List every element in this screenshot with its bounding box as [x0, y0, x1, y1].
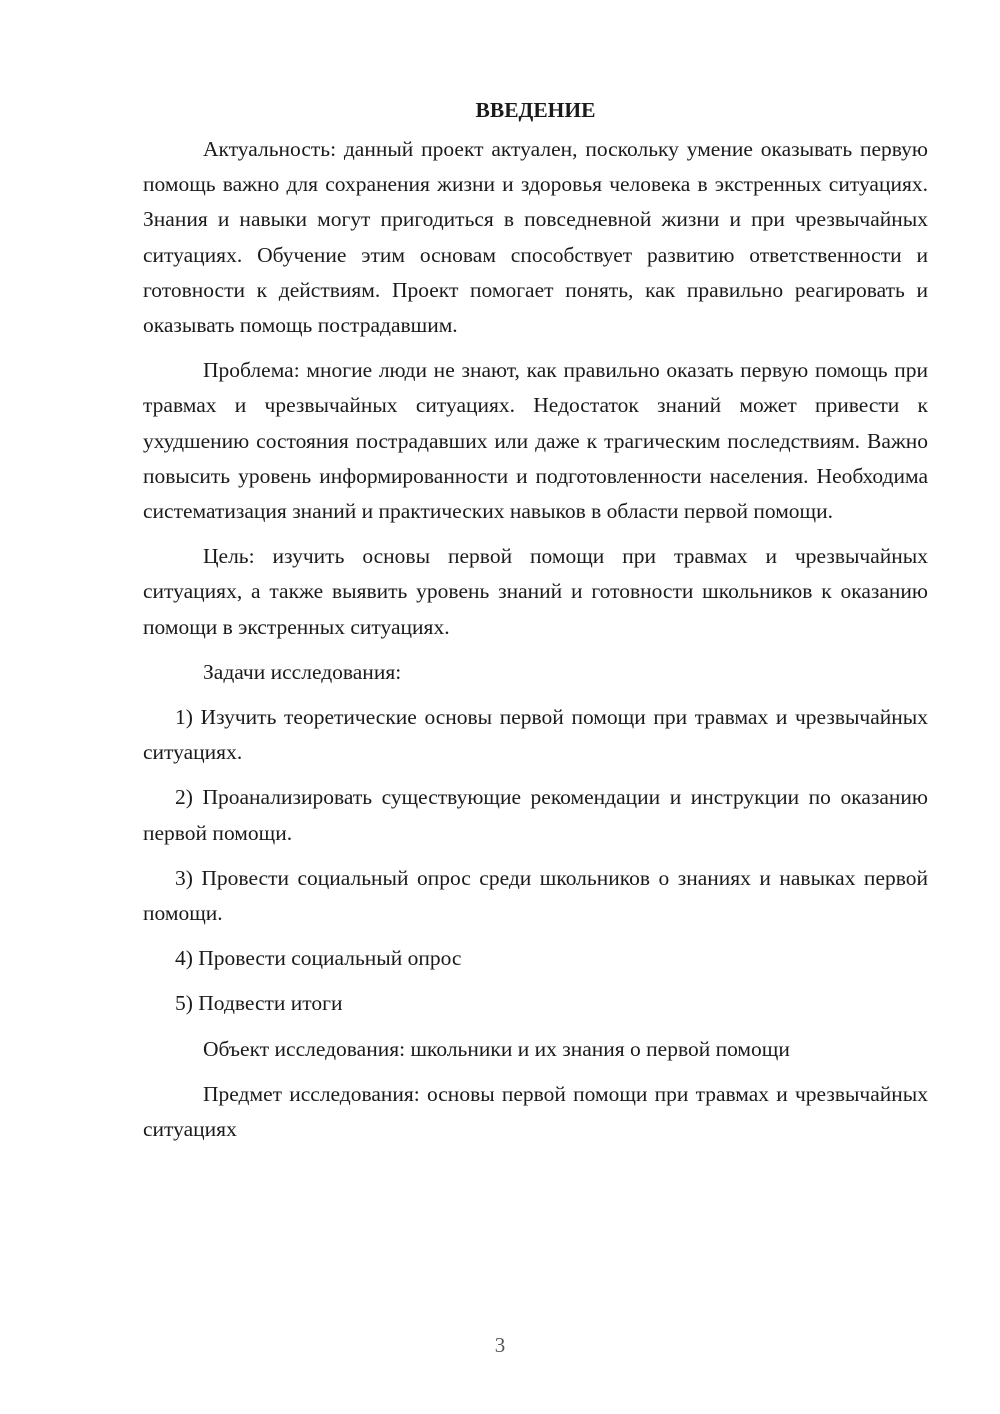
research-subject: Предмет исследования: основы первой помощи при травмах и чрезвычайных ситуациях	[143, 1081, 928, 1142]
goal-paragraph: Цель: изучить основы первой помощи при травмах и чрезвычайных ситуациях, а также выявить уровень знаний и готовности школьников к оказанию помощи в экстренных ситуациях.	[143, 544, 928, 639]
section-title: ВВЕДЕНИЕ	[475, 98, 596, 122]
task-item-1: 1) Изучить теоретические основы первой помощи при травмах и чрезвычайных ситуациях.	[143, 705, 928, 765]
page-content	[143, 92, 928, 1147]
tasks-heading: Задачи исследования:	[203, 659, 402, 684]
task-item-3: 3) Провести социальный опрос среди школьников о знаниях и навыках первой помощи.	[143, 865, 928, 926]
task-item-5: 5) Подвести итоги	[175, 991, 343, 1016]
task-item-2: 2) Проанализировать существующие рекомендации и инструкции по оказанию первой помощи.	[143, 785, 928, 845]
task-item-4: 4) Провести социальный опрос	[175, 946, 462, 971]
problem-paragraph: Проблема: многие люди не знают, как правильно оказать первую помощь при травмах и чрезвычайных ситуациях. Недостаток знаний может привести к ухудшению состояния пострадавших или даже к трагическим последствиям. Важно повысить уровень информированности и подготовленности населения. Необходима систематизация знаний и практических навыков в области первой помощи.	[143, 358, 928, 524]
research-object: Объект исследования: школьники и их знания о первой помощи	[203, 1036, 790, 1061]
relevance-paragraph: Актуальность: данный проект актуален, поскольку умение оказывать первую помощь важно для сохранения жизни и здоровья человека в экстренных ситуациях. Знания и навыки могут пригодиться в повседневной жизни и при чрезвычайных ситуациях. Обучение этим основам способствует развитию ответственности и готовности к действиям. Проект помогает понять, как правильно реагировать и оказывать помощь пострадавшим.	[143, 137, 928, 338]
page-number: 3	[494, 1333, 506, 1357]
